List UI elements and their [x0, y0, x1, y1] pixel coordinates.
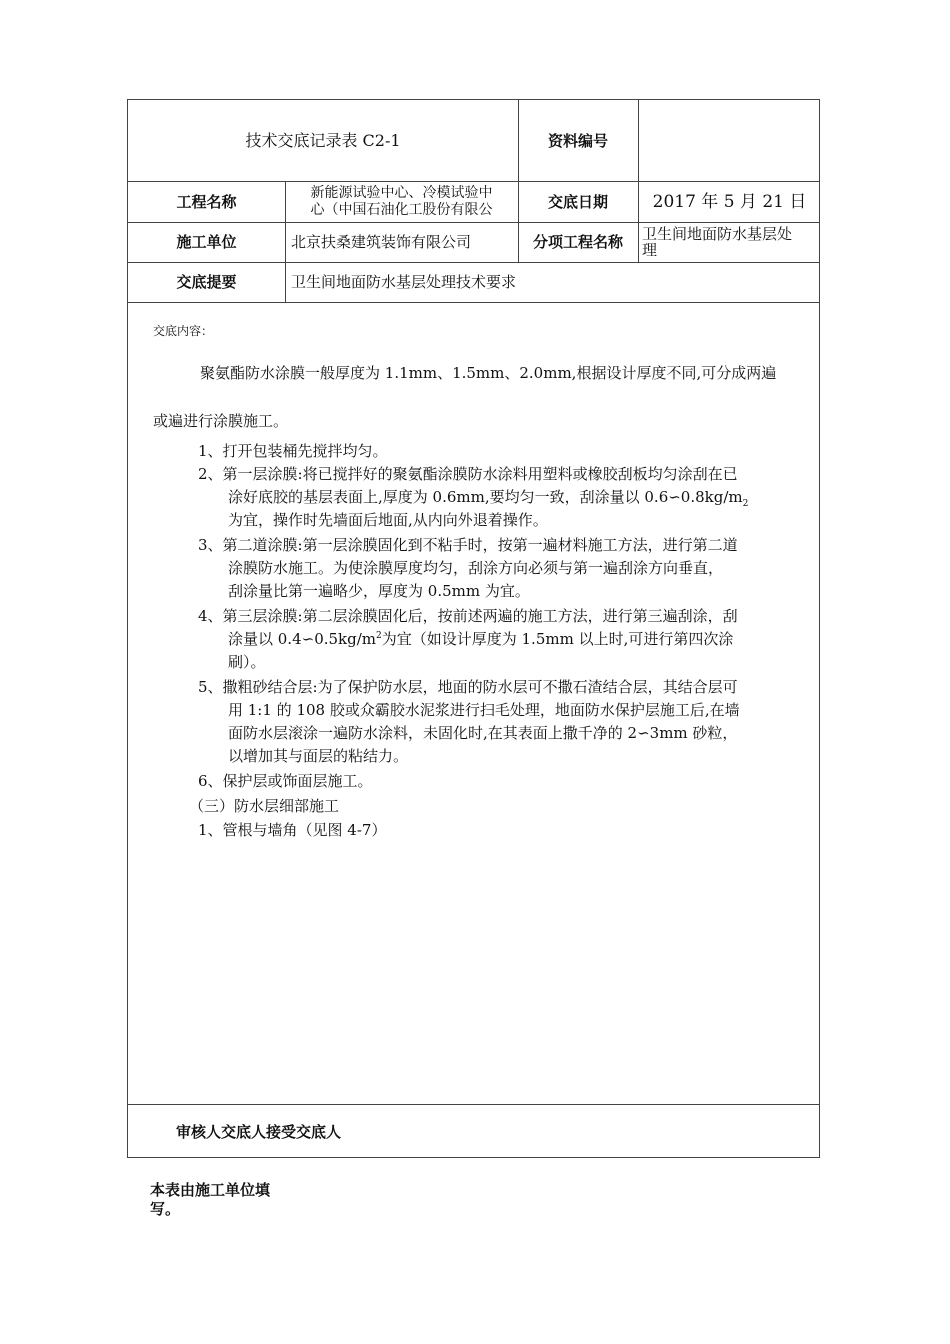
unit-superscript: 2	[376, 631, 382, 641]
content-line-text: 涂量以 0.4∽0.5kg/m	[228, 630, 377, 648]
content-section-heading: （三）防水层细部施工	[189, 797, 340, 815]
content-item: 2、第一层涂膜:将已搅拌好的聚氨酯涂膜防水涂料用塑料或橡胶刮板均匀涂刮在已	[198, 465, 738, 483]
doc-no-value	[638, 100, 821, 181]
content-item: 5、撒粗砂结合层:为了保护防水层，地面的防水层可不撒石渣结合层，其结合层可	[198, 678, 738, 696]
content-item: 6、保护层或饰面层施工。	[198, 772, 373, 790]
content-item: 1、管根与墙角（见图 4-7）	[198, 821, 387, 839]
content-intro-line: 或遍进行涂膜施工。	[153, 412, 289, 430]
project-name-label: 工程名称	[176, 192, 237, 211]
signature-row: 审核人交底人接受交底人	[176, 1122, 342, 1141]
content-intro-line: 聚氨酯防水涂膜一般厚度为 1.1mm、1.5mm、2.0mm,根据设计厚度不同,可分成两遍	[200, 364, 777, 382]
content-item: 4、第三层涂膜:第二层涂膜固化后，按前述两遍的施工方法，进行第三遍刮涂，刮	[198, 607, 738, 625]
content-line: 用 1:1 的 108 胶或众霸胶水泥浆进行扫毛处理，地面防水保护层施工后,在墙	[228, 701, 740, 719]
content-item: 1、打开包装桶先搅拌均匀。	[198, 442, 388, 460]
content-line: 刷）。	[228, 653, 266, 671]
unit-subscript: 2	[742, 499, 749, 509]
date-value: 2017 年 5 月 21 日	[652, 191, 807, 212]
content-heading: 交底内容：	[153, 324, 214, 338]
content-line: 刮涂量比第一遍略少，厚度为 0.5mm 为宜。	[228, 582, 530, 600]
construction-unit-value: 北京扶桑建筑装饰有限公司	[291, 233, 472, 251]
sub-project-label: 分项工程名称	[532, 233, 623, 251]
content-line	[228, 628, 733, 649]
content-line-text: 为宜（如设计厚度为 1.5mm 以上时,可进行第四次涂	[381, 630, 734, 648]
content-line: 涂膜防水施工。为使涂膜厚度均匀，刮涂方向必须与第一遍刮涂方向垂直，	[228, 559, 724, 577]
row-divider	[128, 302, 819, 303]
summary-label: 交底提要	[176, 273, 237, 291]
footer-line-2: 写。	[150, 1200, 181, 1218]
content-line: 以增加其与面层的粘结力。	[228, 747, 409, 765]
content-line: 面防水层滚涂一遍防水涂料，未固化时,在其表面上撒千净的 2∽3mm 砂粒，	[228, 724, 738, 742]
content-item: 3、第二道涂膜:第一层涂膜固化到不粘手时，按第一遍材料施工方法，进行第二道	[198, 536, 738, 554]
content-line: 为宜，操作时先墙面后地面,从内向外退着操作。	[228, 511, 548, 529]
construction-unit-label: 施工单位	[176, 233, 237, 251]
project-name-value	[285, 181, 518, 222]
date-label: 交底日期	[547, 192, 608, 211]
project-name-line-1: 新能源试验中心、冷模试验中	[310, 184, 493, 201]
record-form	[127, 99, 820, 1158]
project-name-line-2: 心（中国石油化工股份有限公	[310, 201, 493, 218]
footer-line-1: 本表由施工单位填	[150, 1181, 271, 1199]
sub-project-value	[638, 222, 821, 262]
content-line	[228, 486, 748, 509]
content-line-text: 涂好底胶的基层表面上,厚度为 0.6mm,要均匀一致，刮涂量以 0.6∽0.8kg/m	[228, 488, 743, 506]
summary-value: 卫生间地面防水基层处理技术要求	[291, 273, 517, 291]
sub-project-line-1: 卫生间地面防水基层处	[642, 225, 793, 243]
doc-no-label: 资料编号	[547, 131, 608, 150]
form-title: 技术交底记录表 C2-1	[245, 130, 401, 150]
footer-note	[150, 1181, 270, 1219]
sub-project-line-2: 理	[642, 241, 658, 259]
